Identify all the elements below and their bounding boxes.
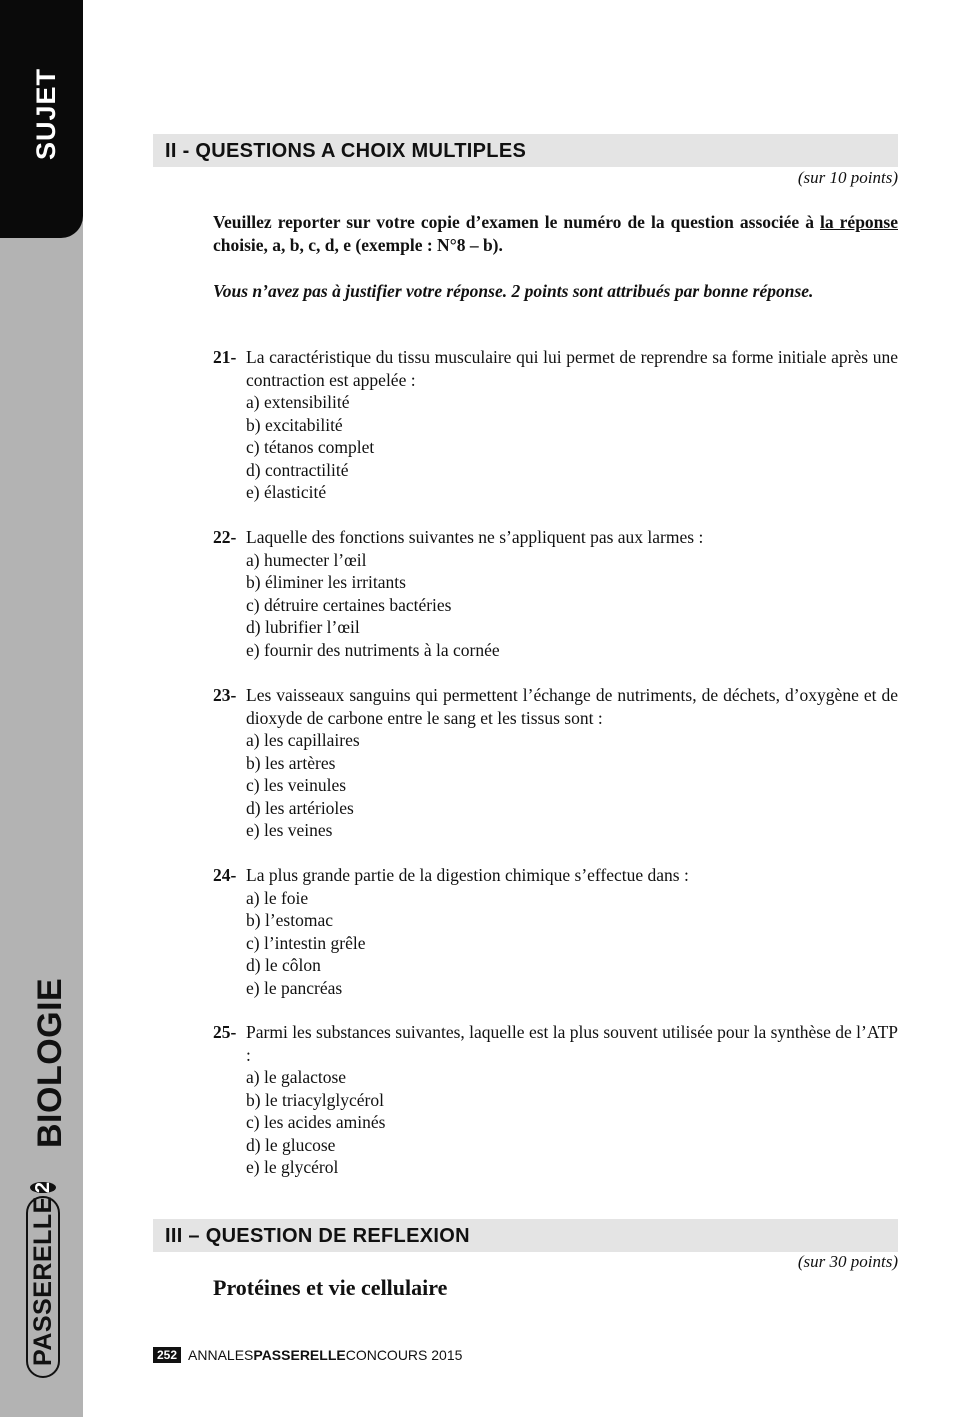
question-number: 23- xyxy=(213,685,237,705)
question-22 xyxy=(213,526,898,661)
instructions-text-1: Veuillez reporter sur votre copie d’examen le numéro de la question associée à xyxy=(213,212,821,232)
option: d) le glucose xyxy=(246,1134,336,1155)
option: d) lubrifier l’œil xyxy=(246,617,360,637)
option: b) l’estomac xyxy=(246,910,333,930)
question-number: 24- xyxy=(213,865,237,885)
section-3-title: III – QUESTION DE REFLEXION xyxy=(165,1225,470,1247)
option: d) le côlon xyxy=(246,955,321,975)
instructions-text-2: choisie, a, b, c, d, e (exemple : N°8 – b). xyxy=(213,235,503,255)
footer-brand: PASSERELLE xyxy=(253,1347,346,1363)
option: d) les artérioles xyxy=(246,797,354,818)
sidebar xyxy=(0,0,83,1417)
section-2-points: (sur 10 points) xyxy=(797,168,898,187)
sidebar-sujet-label: SUJET xyxy=(31,67,61,160)
question-24 xyxy=(213,864,898,999)
question-number: 25- xyxy=(213,1022,237,1042)
question-text: Les vaisseaux sanguins qui permettent l’échange de nutriments, de déchets, d’oxygène et de dioxyde de carbone entre le sang et les tissus sont : xyxy=(246,685,898,728)
question-number: 21- xyxy=(213,347,237,367)
instructions-note: Vous n’avez pas à justifier votre réponse. 2 points sont attribués par bonne réponse. xyxy=(213,281,814,301)
question-23 xyxy=(213,684,898,842)
instructions-paragraph xyxy=(213,211,898,257)
logo-number: 2 xyxy=(30,1182,56,1194)
question-text: La plus grande partie de la digestion chimique s’effectue dans : xyxy=(246,865,689,885)
option: e) le pancréas xyxy=(246,977,343,998)
option: a) le foie xyxy=(246,887,309,908)
option: a) humecter l’œil xyxy=(246,549,367,570)
option: e) les veines xyxy=(246,820,333,840)
option: b) le triacylglycérol xyxy=(246,1089,384,1110)
instructions-underlined: la réponse xyxy=(820,212,898,232)
footer-suffix: CONCOURS 2015 xyxy=(345,1347,463,1363)
logo-text: PASSERELLE xyxy=(28,1196,57,1366)
option: c) les acides aminés xyxy=(246,1112,386,1132)
question-text: La caractéristique du tissu musculaire qui lui permet de reprendre sa forme initiale après une contraction est appelée : xyxy=(246,347,898,390)
option: b) excitabilité xyxy=(246,414,343,435)
option: b) les artères xyxy=(246,752,336,773)
footer-prefix: ANNALES xyxy=(188,1347,254,1363)
sidebar-subject-label: BIOLOGIE xyxy=(31,977,69,1148)
option: e) élasticité xyxy=(246,482,327,502)
option: a) le galactose xyxy=(246,1067,347,1087)
option: a) les capillaires xyxy=(246,730,360,750)
question-25 xyxy=(213,1021,898,1179)
option: c) détruire certaines bactéries xyxy=(246,594,452,615)
page-number: 252 xyxy=(153,1347,181,1363)
section-2-title: II - QUESTIONS A CHOIX MULTIPLES xyxy=(165,140,527,162)
section-3-points: (sur 30 points) xyxy=(797,1252,898,1271)
option: d) contractilité xyxy=(246,459,349,480)
option: c) les veinules xyxy=(246,775,347,795)
option: a) extensibilité xyxy=(246,392,350,412)
option: e) le glycérol xyxy=(246,1157,339,1177)
page-footer xyxy=(153,1347,462,1363)
option: c) l’intestin grêle xyxy=(246,932,366,953)
question-text: Laquelle des fonctions suivantes ne s’appliquent pas aux larmes : xyxy=(246,527,704,547)
section-3-subtitle: Protéines et vie cellulaire xyxy=(213,1275,448,1300)
question-text: Parmi les substances suivantes, laquelle est la plus souvent utilisée pour la synthèse de l’ATP : xyxy=(246,1022,898,1065)
option: b) éliminer les irritants xyxy=(246,572,406,592)
question-number: 22- xyxy=(213,527,237,547)
section-3-header xyxy=(153,1219,898,1252)
question-21 xyxy=(213,346,898,504)
passerelle-logo xyxy=(26,1181,60,1378)
option: c) tétanos complet xyxy=(246,437,375,457)
option: e) fournir des nutriments à la cornée xyxy=(246,639,500,660)
section-2-header xyxy=(153,134,898,167)
